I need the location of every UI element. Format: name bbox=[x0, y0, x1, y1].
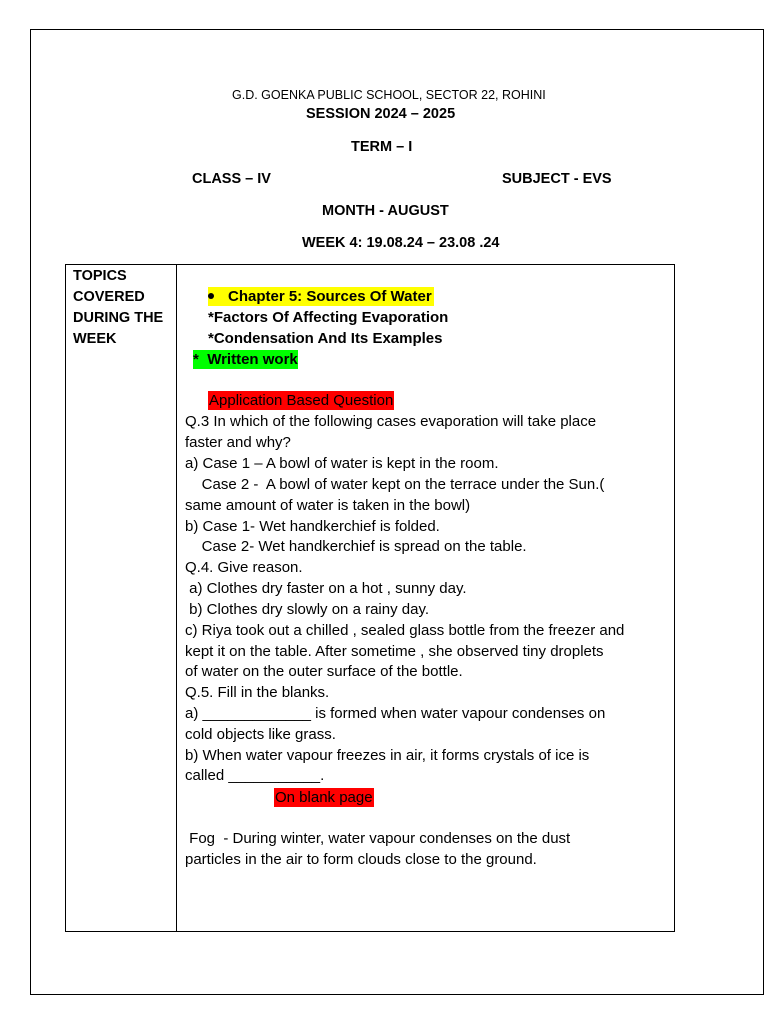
topics-label-line: WEEK bbox=[73, 331, 117, 347]
topics-label-line: TOPICS bbox=[73, 268, 127, 284]
class-label: CLASS – IV bbox=[192, 171, 271, 187]
table-column-divider bbox=[176, 264, 177, 932]
question-line: called ___________. bbox=[185, 767, 325, 784]
question-line: b) Clothes dry slowly on a rainy day. bbox=[185, 601, 429, 618]
application-heading-text: Application Based Question bbox=[209, 392, 394, 409]
written-work-label: Written work bbox=[207, 351, 298, 368]
question-line: faster and why? bbox=[185, 434, 291, 451]
question-line: Q.3 In which of the following cases evaporation will take place bbox=[185, 413, 597, 430]
application-heading bbox=[208, 391, 394, 411]
question-line: Case 2 - A bowl of water kept on the terrace under the Sun.( bbox=[185, 476, 605, 493]
question-line: b) When water vapour freezes in air, it forms crystals of ice is bbox=[185, 747, 590, 764]
question-line: cold objects like grass. bbox=[185, 726, 336, 743]
question-line: b) Case 1- Wet handkerchief is folded. bbox=[185, 518, 440, 535]
month-label: MONTH - AUGUST bbox=[322, 203, 449, 219]
written-work-star: * bbox=[193, 351, 199, 368]
bullet-icon bbox=[208, 293, 214, 299]
school-name: G.D. GOENKA PUBLIC SCHOOL, SECTOR 22, ROHINI bbox=[232, 88, 546, 102]
topic-evaporation-factors: *Factors Of Affecting Evaporation bbox=[208, 309, 449, 326]
question-line: c) Riya took out a chilled , sealed glass bottle from the freezer and bbox=[185, 622, 625, 639]
question-line: of water on the outer surface of the bottle. bbox=[185, 663, 463, 680]
question-line: a) Case 1 – A bowl of water is kept in the room. bbox=[185, 455, 499, 472]
topics-label-line: COVERED bbox=[73, 289, 145, 305]
question-line: same amount of water is taken in the bowl) bbox=[185, 497, 471, 514]
fog-definition-line: particles in the air to form clouds close to the ground. bbox=[185, 851, 537, 868]
question-line: kept it on the table. After sometime , she observed tiny droplets bbox=[185, 643, 604, 660]
week-label: WEEK 4: 19.08.24 – 23.08 .24 bbox=[302, 235, 500, 251]
subject-label: SUBJECT - EVS bbox=[502, 171, 612, 187]
fog-definition-line: Fog - During winter, water vapour condenses on the dust bbox=[185, 830, 571, 847]
question-line: Q.5. Fill in the blanks. bbox=[185, 684, 330, 701]
question-line: a) _____________ is formed when water vapour condenses on bbox=[185, 705, 606, 722]
topics-label-line: DURING THE bbox=[73, 310, 164, 326]
written-work-item bbox=[193, 350, 298, 370]
question-line: Case 2- Wet handkerchief is spread on the table. bbox=[185, 538, 527, 555]
session: SESSION 2024 – 2025 bbox=[306, 106, 456, 122]
topic-condensation: *Condensation And Its Examples bbox=[208, 330, 443, 347]
chapter-bullet-item bbox=[208, 287, 434, 307]
chapter-title: Chapter 5: Sources Of Water bbox=[228, 288, 432, 305]
blank-page-note bbox=[274, 788, 374, 808]
blank-page-text: On blank page bbox=[275, 789, 373, 806]
question-line: Q.4. Give reason. bbox=[185, 559, 303, 576]
topics-label-cell bbox=[73, 266, 173, 350]
question-line: a) Clothes dry faster on a hot , sunny day. bbox=[185, 580, 467, 597]
term: TERM – I bbox=[351, 139, 413, 155]
